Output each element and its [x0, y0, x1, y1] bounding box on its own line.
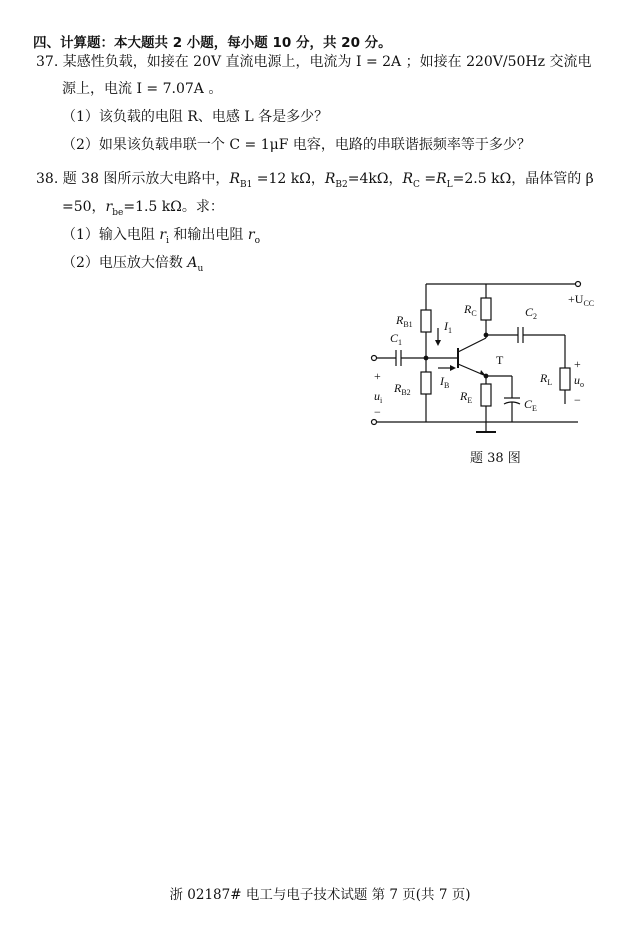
svg-text:RL: $R_L$: [540, 371, 553, 387]
svg-text:ui: $u_i$: [374, 389, 383, 405]
circuit-wires: [372, 282, 581, 433]
svg-text:C2: $C_2$: [525, 305, 538, 321]
svg-text:uo: $u_o$: [574, 373, 584, 389]
circuit-labels: [374, 292, 594, 419]
q37-line1: 37. 某感性负载，如接在 20V 直流电源上，电流为 I = 2A ；如接在 220V/50Hz 交流电: [36, 54, 592, 70]
q37-line2: 源上，电流 I = 7.07A 。: [62, 81, 223, 97]
q38-sub2: （2）电压放大倍数 $A_u$: [62, 255, 204, 274]
svg-text:−: −: [574, 393, 581, 407]
svg-text:RB1: $R_{B1}$: [396, 313, 413, 329]
figure-caption: 题 38 图: [470, 451, 521, 466]
svg-text:IB: $I_B$: [440, 374, 450, 390]
q38-sub1: （1）输入电阻 $r_i$ 和输出电阻 $r_o$: [62, 227, 260, 246]
q37-sub1: （1）该负载的电阻 R、电感 L 各是多少？: [62, 109, 329, 125]
svg-text:RC: $R_C$: [464, 302, 477, 318]
svg-text:C1: $C_1$: [390, 331, 403, 347]
svg-text:CE: $C_E$: [524, 397, 537, 413]
svg-text:−: −: [374, 405, 381, 419]
q38-line2: =50，$r_{be}=1.5$ kΩ。求：: [62, 199, 224, 218]
amplifier-circuit-diagram: [360, 280, 610, 440]
svg-text:RE: $R_E$: [460, 389, 473, 405]
svg-text:I1: $I_1$: [444, 319, 452, 335]
svg-text:+: +: [374, 369, 381, 383]
svg-text:+: +: [574, 357, 581, 371]
svg-text:+UCC: $+U_{CC}$: [568, 292, 595, 308]
svg-text:T: T: [496, 353, 504, 367]
q37-sub2: （2）如果该负载串联一个 C = 1μF 电容，电路的串联谐振频率等于多少？: [62, 137, 531, 153]
q38-line1: 38. 题 38 图所示放大电路中，$R_{B1} =12$ kΩ，$R_{B2}=4k\Omega$，$R_C =R_L=2.5$ kΩ，晶体管的 β: [36, 171, 594, 190]
page-footer: 浙 02187# 电工与电子技术试题 第 7 页(共 7 页): [169, 887, 471, 903]
svg-text:RB2: $R_{B2}$: [394, 381, 411, 397]
section-heading: 四、计算题：本大题共 2 小题，每小题 10 分，共 20 分。: [33, 35, 392, 51]
circuit-arrows: [435, 328, 486, 376]
